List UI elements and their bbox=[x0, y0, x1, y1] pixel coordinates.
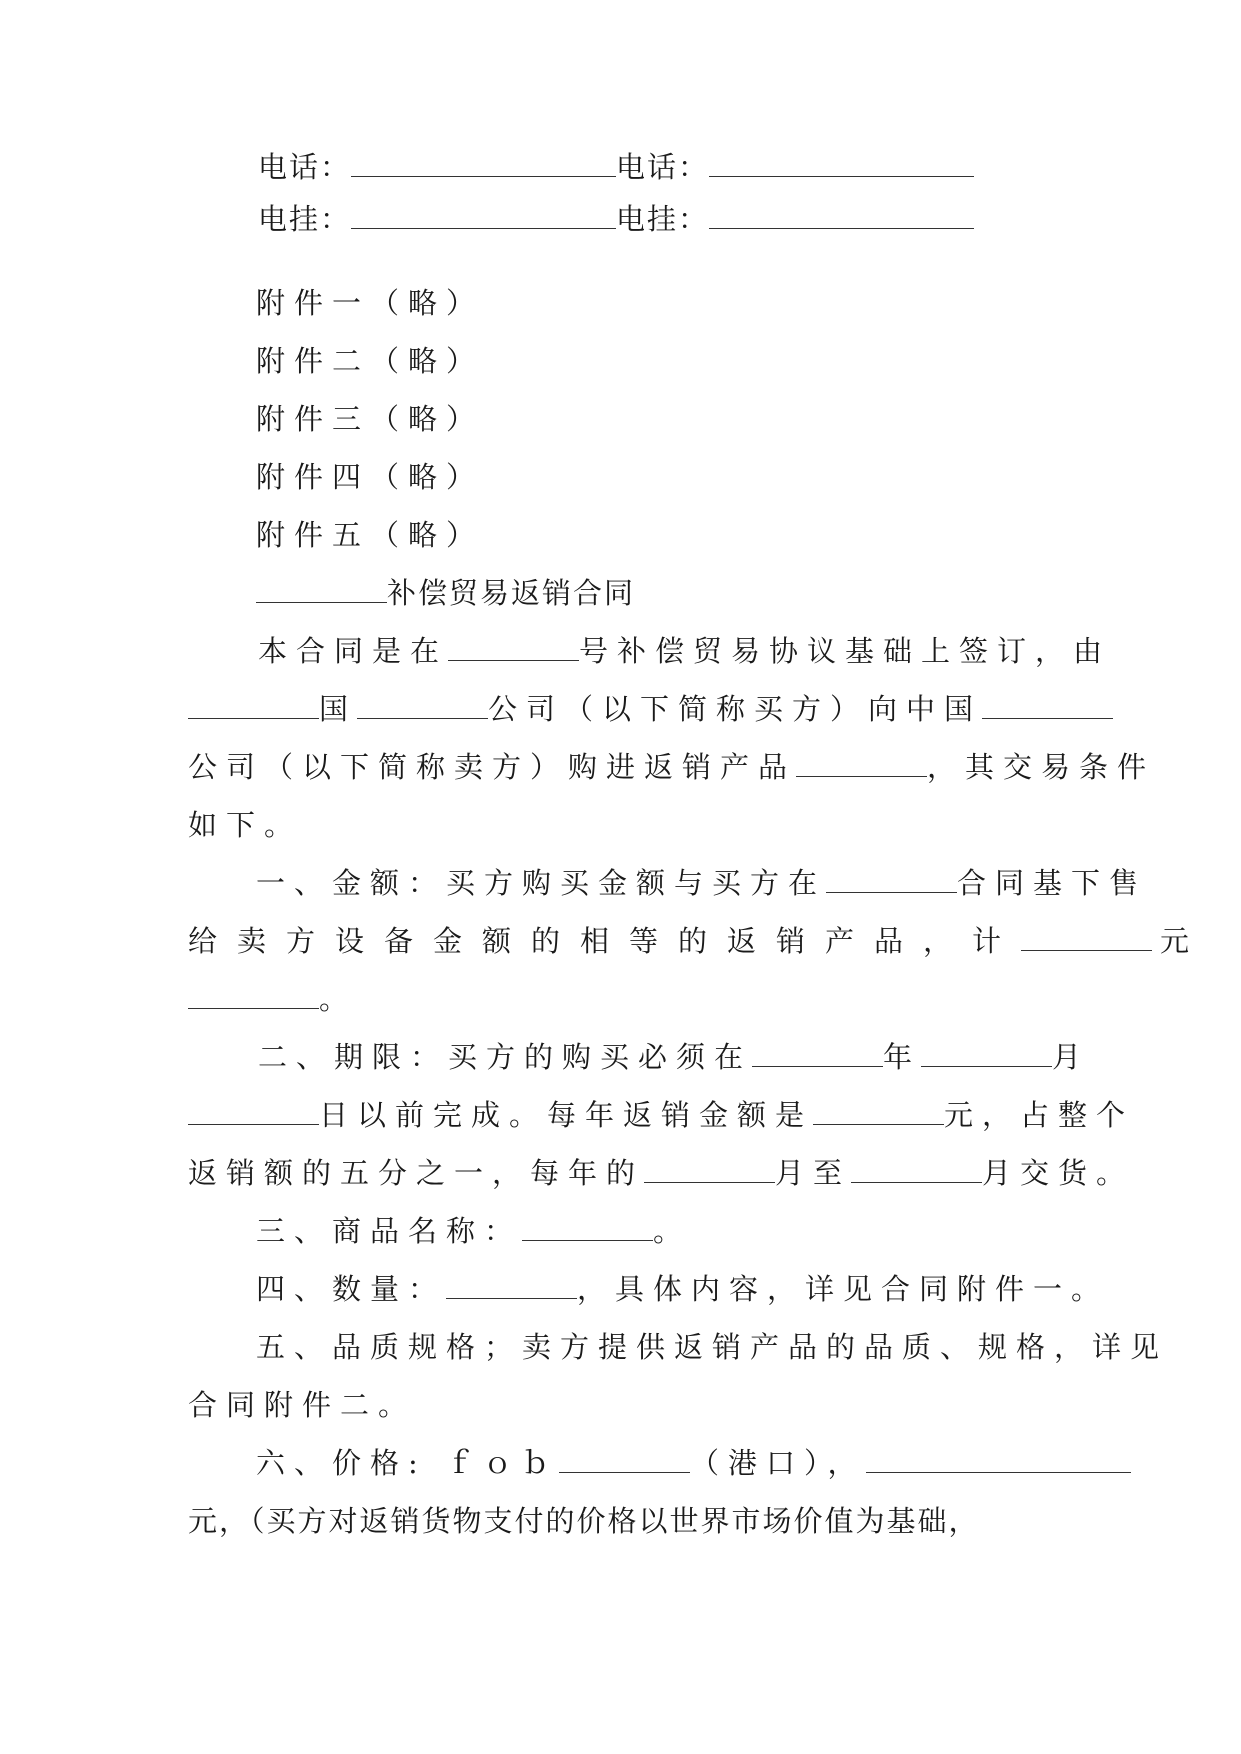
clause-text: 给卖方设备金额的相等的返销产品，计 bbox=[188, 924, 1022, 958]
clause-text: 年 bbox=[883, 1040, 922, 1074]
agreement-no-blank bbox=[448, 638, 579, 661]
clause-text: （港口）， bbox=[690, 1446, 866, 1480]
attachment-5: 附件五（略） bbox=[256, 518, 485, 552]
to-month-blank bbox=[851, 1160, 982, 1183]
intro-line-4: 如下。 bbox=[188, 808, 303, 842]
seller-company-blank bbox=[982, 696, 1113, 719]
clause-6-line-1 bbox=[256, 1443, 1131, 1483]
fob-port-blank bbox=[559, 1450, 690, 1473]
seller-fax-blank bbox=[709, 206, 974, 229]
clause-text: 月交货。 bbox=[982, 1156, 1135, 1190]
clause-text: 元，占整个 bbox=[944, 1098, 1135, 1132]
clause-5-line-2: 合同附件二。 bbox=[188, 1388, 417, 1422]
clause-5-line-1: 五、品质规格；卖方提供返销产品的品质、规格，详见 bbox=[256, 1330, 1169, 1364]
clause-1-line-3 bbox=[188, 979, 350, 1019]
attachment-3: 附件三（略） bbox=[256, 402, 485, 436]
clause-1-line-2 bbox=[188, 921, 1209, 961]
clause-text: 日以前完成。每年返销金额是 bbox=[319, 1098, 814, 1132]
intro-line-2 bbox=[188, 689, 1113, 729]
country-blank bbox=[188, 696, 319, 719]
clause-text: 。 bbox=[653, 1214, 692, 1248]
year-blank bbox=[752, 1044, 883, 1067]
clause-3-line-1 bbox=[256, 1211, 691, 1251]
clause-text: 返销额的五分之一，每年的 bbox=[188, 1156, 645, 1190]
clause-text: 元 bbox=[1160, 924, 1210, 958]
clause-2-line-3 bbox=[188, 1153, 1134, 1193]
intro-line-3 bbox=[188, 747, 1155, 787]
intro-line-1 bbox=[258, 631, 1111, 671]
clause-text: 三、商品名称： bbox=[256, 1214, 523, 1248]
clause-text: 一、金额：买方购买金额与买方在 bbox=[256, 866, 827, 900]
month-blank bbox=[921, 1044, 1052, 1067]
product-blank bbox=[796, 754, 927, 777]
clause-text: 合同基下售 bbox=[957, 866, 1148, 900]
clause-text: 六、价格: ｆｏｂ bbox=[256, 1446, 559, 1480]
quantity-blank bbox=[446, 1276, 577, 1299]
seller-phone-label: 电话： bbox=[616, 150, 710, 184]
buyer-phone-label: 电话： bbox=[258, 150, 352, 184]
contract-title bbox=[256, 573, 635, 613]
seller-phone-blank bbox=[709, 154, 974, 177]
intro-text: 公司（以下简称买方）向中国 bbox=[488, 692, 983, 726]
contract-title-text: 补偿贸易返销合同 bbox=[387, 576, 636, 610]
seller-fax-label: 电挂： bbox=[616, 202, 710, 236]
clause-text: 月 bbox=[1052, 1040, 1091, 1074]
intro-text: 本合同是在 bbox=[258, 634, 449, 668]
clause-text: ，具体内容，详见合同附件一。 bbox=[577, 1272, 1110, 1306]
attachment-2: 附件二（略） bbox=[256, 344, 485, 378]
intro-text: ，其交易条件 bbox=[927, 750, 1156, 784]
intro-text: 号补偿贸易协议基础上签订，由 bbox=[579, 634, 1112, 668]
attachment-4: 附件四（略） bbox=[256, 460, 485, 494]
clause-6-line-2: 元，（买方对返销货物支付的价格以世界市场价值为基础， bbox=[188, 1504, 980, 1538]
phone-line bbox=[258, 147, 974, 187]
clause-text: 四、数量： bbox=[256, 1272, 447, 1306]
fax-line bbox=[258, 199, 974, 239]
buyer-fax-blank bbox=[351, 206, 616, 229]
intro-text: 国 bbox=[319, 692, 358, 726]
title-blank bbox=[256, 580, 387, 603]
from-month-blank bbox=[644, 1160, 775, 1183]
clause-4-line-1 bbox=[256, 1269, 1109, 1309]
clause-2-line-2 bbox=[188, 1095, 1134, 1135]
price-blank bbox=[866, 1450, 1131, 1473]
clause-text: 二、期限：买方的购买必须在 bbox=[258, 1040, 753, 1074]
contract-no-blank bbox=[826, 870, 957, 893]
amount-blank bbox=[1021, 928, 1152, 951]
buyer-phone-blank bbox=[351, 154, 616, 177]
clause-2-line-1 bbox=[258, 1037, 1090, 1077]
clause-text: 。 bbox=[319, 982, 351, 1016]
annual-amount-blank bbox=[813, 1102, 944, 1125]
intro-text: 公司（以下简称卖方）购进返销产品 bbox=[188, 750, 797, 784]
day-blank bbox=[188, 1102, 319, 1125]
buyer-fax-label: 电挂： bbox=[258, 202, 352, 236]
buyer-company-blank bbox=[357, 696, 488, 719]
attachment-1: 附件一（略） bbox=[256, 286, 485, 320]
clause-1-line-1 bbox=[256, 863, 1147, 903]
amount-words-blank bbox=[188, 986, 319, 1009]
clause-text: 月至 bbox=[775, 1156, 852, 1190]
goods-name-blank bbox=[522, 1218, 653, 1241]
